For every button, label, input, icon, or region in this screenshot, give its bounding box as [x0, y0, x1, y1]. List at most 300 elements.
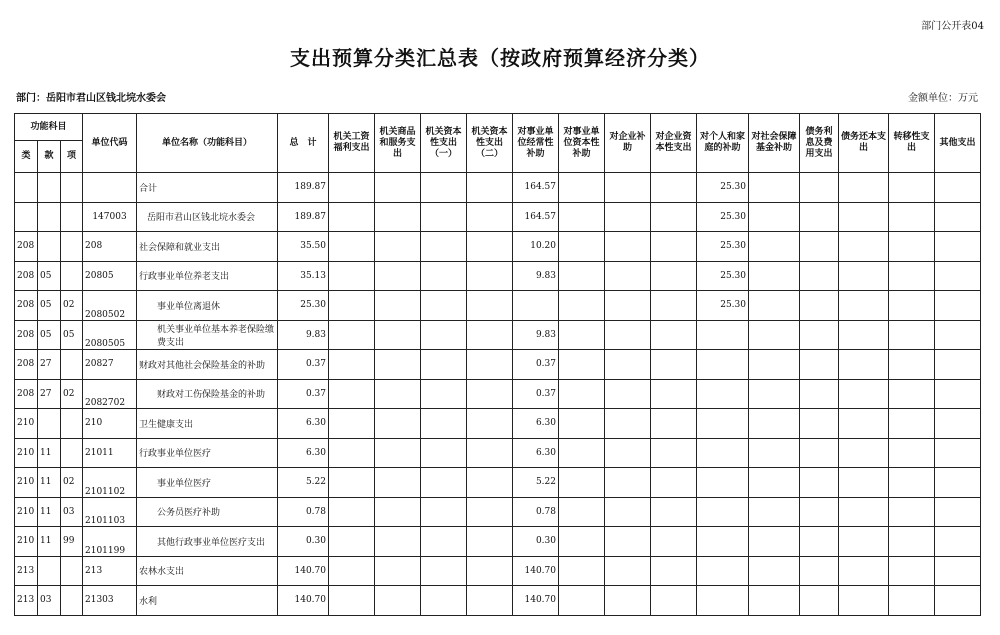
cell-c4	[467, 556, 513, 586]
cell-total: 35.13	[278, 261, 329, 291]
cell-c11	[800, 232, 839, 262]
cell-lei: 208	[15, 232, 38, 262]
cell-kuan	[38, 202, 61, 232]
cell-xiang: 99	[61, 527, 83, 557]
cell-c3	[421, 202, 467, 232]
cell-c11	[800, 468, 839, 498]
cell-unit-code: 2082702	[83, 379, 137, 409]
cell-total: 0.78	[278, 497, 329, 527]
cell-c5: 0.30	[513, 527, 559, 557]
cell-unit-code: 2080502	[83, 291, 137, 321]
header-c5: 对事业单位经常性补助	[513, 114, 559, 173]
cell-c13	[889, 556, 935, 586]
cell-c14	[935, 586, 981, 616]
cell-c7	[605, 556, 651, 586]
cell-kuan	[38, 173, 61, 203]
cell-c4	[467, 320, 513, 350]
cell-unit-code: 20805	[83, 261, 137, 291]
table-row	[15, 527, 981, 557]
cell-c6	[559, 232, 605, 262]
cell-c1	[329, 202, 375, 232]
table-row	[15, 320, 981, 350]
page-title: 支出预算分类汇总表（按政府预算经济分类）	[290, 46, 710, 70]
table-number-label: 部门公开表04	[921, 21, 984, 32]
cell-c10	[749, 320, 800, 350]
cell-c5: 10.20	[513, 232, 559, 262]
cell-c11	[800, 438, 839, 468]
cell-c10	[749, 409, 800, 439]
cell-unit-code: 2101103	[83, 497, 137, 527]
cell-c2	[375, 261, 421, 291]
cell-c10	[749, 261, 800, 291]
cell-total: 0.37	[278, 379, 329, 409]
cell-c3	[421, 586, 467, 616]
header-c2: 机关商品和服务支出	[375, 114, 421, 173]
cell-c7	[605, 586, 651, 616]
cell-c6	[559, 438, 605, 468]
cell-c14	[935, 320, 981, 350]
cell-c13	[889, 261, 935, 291]
cell-c12	[839, 173, 889, 203]
cell-lei: 213	[15, 556, 38, 586]
table-row	[15, 556, 981, 586]
cell-c4	[467, 173, 513, 203]
table-row	[15, 291, 981, 321]
header-c9: 对个人和家庭的补助	[697, 114, 749, 173]
cell-c1	[329, 379, 375, 409]
cell-c9	[697, 438, 749, 468]
cell-c4	[467, 586, 513, 616]
cell-c13	[889, 350, 935, 380]
cell-c1	[329, 320, 375, 350]
cell-total: 9.83	[278, 320, 329, 350]
cell-unit-name: 行政事业单位养老支出	[137, 261, 278, 291]
cell-lei: 210	[15, 409, 38, 439]
cell-c5: 0.37	[513, 350, 559, 380]
header-c7: 对企业补助	[605, 114, 651, 173]
cell-unit-name: 合计	[137, 173, 278, 203]
cell-c9	[697, 468, 749, 498]
cell-c5: 6.30	[513, 409, 559, 439]
cell-xiang	[61, 202, 83, 232]
table-row	[15, 261, 981, 291]
cell-kuan	[38, 409, 61, 439]
cell-lei: 208	[15, 379, 38, 409]
cell-c8	[651, 409, 697, 439]
cell-c13	[889, 291, 935, 321]
cell-lei: 208	[15, 320, 38, 350]
cell-xiang: 02	[61, 468, 83, 498]
cell-c2	[375, 527, 421, 557]
cell-c1	[329, 468, 375, 498]
cell-c10	[749, 291, 800, 321]
cell-kuan	[38, 232, 61, 262]
cell-c12	[839, 586, 889, 616]
cell-lei	[15, 202, 38, 232]
cell-c8	[651, 261, 697, 291]
cell-c2	[375, 173, 421, 203]
cell-c1	[329, 527, 375, 557]
cell-c3	[421, 527, 467, 557]
cell-unit-name: 农林水支出	[137, 556, 278, 586]
cell-c9	[697, 350, 749, 380]
cell-c7	[605, 409, 651, 439]
cell-c4	[467, 291, 513, 321]
cell-c8	[651, 291, 697, 321]
cell-c2	[375, 468, 421, 498]
cell-c12	[839, 379, 889, 409]
cell-c5: 0.78	[513, 497, 559, 527]
table-row	[15, 438, 981, 468]
cell-c9	[697, 497, 749, 527]
cell-unit-code: 2101102	[83, 468, 137, 498]
header-c8: 对企业资本性支出	[651, 114, 697, 173]
cell-xiang: 05	[61, 320, 83, 350]
cell-c8	[651, 556, 697, 586]
cell-c12	[839, 556, 889, 586]
cell-lei: 210	[15, 497, 38, 527]
header-lei: 类	[15, 141, 38, 173]
cell-xiang	[61, 173, 83, 203]
cell-unit-name: 水利	[137, 586, 278, 616]
cell-unit-code: 2101199	[83, 527, 137, 557]
cell-c10	[749, 586, 800, 616]
header-c4: 机关资本性支出（二）	[467, 114, 513, 173]
cell-c14	[935, 379, 981, 409]
cell-xiang	[61, 586, 83, 616]
cell-c12	[839, 409, 889, 439]
cell-c12	[839, 497, 889, 527]
cell-c12	[839, 202, 889, 232]
cell-c10	[749, 232, 800, 262]
cell-c14	[935, 438, 981, 468]
cell-xiang: 02	[61, 291, 83, 321]
table-row	[15, 468, 981, 498]
cell-c12	[839, 468, 889, 498]
cell-c8	[651, 202, 697, 232]
cell-total: 0.37	[278, 350, 329, 380]
cell-c3	[421, 468, 467, 498]
table-row	[15, 379, 981, 409]
cell-xiang	[61, 232, 83, 262]
cell-c2	[375, 202, 421, 232]
cell-xiang: 02	[61, 379, 83, 409]
cell-c6	[559, 468, 605, 498]
header-total: 总 计	[278, 114, 329, 173]
cell-c14	[935, 556, 981, 586]
cell-c6	[559, 379, 605, 409]
cell-c8	[651, 350, 697, 380]
cell-c8	[651, 586, 697, 616]
header-kuan: 款	[38, 141, 61, 173]
cell-c11	[800, 379, 839, 409]
cell-unit-name: 卫生健康支出	[137, 409, 278, 439]
cell-c7	[605, 527, 651, 557]
cell-c4	[467, 202, 513, 232]
cell-kuan: 27	[38, 350, 61, 380]
cell-c1	[329, 291, 375, 321]
cell-unit-name: 财政对工伤保险基金的补助	[137, 379, 278, 409]
cell-c8	[651, 320, 697, 350]
cell-c11	[800, 409, 839, 439]
cell-lei: 208	[15, 291, 38, 321]
cell-c3	[421, 173, 467, 203]
cell-total: 189.87	[278, 202, 329, 232]
cell-c1	[329, 173, 375, 203]
cell-c11	[800, 173, 839, 203]
cell-lei: 208	[15, 261, 38, 291]
cell-c2	[375, 350, 421, 380]
cell-c14	[935, 468, 981, 498]
cell-c3	[421, 409, 467, 439]
cell-c10	[749, 527, 800, 557]
cell-c8	[651, 173, 697, 203]
cell-c1	[329, 409, 375, 439]
cell-lei: 210	[15, 468, 38, 498]
header-unit-code: 单位代码	[83, 114, 137, 173]
header-c13: 转移性支出	[889, 114, 935, 173]
cell-c7	[605, 261, 651, 291]
cell-c1	[329, 261, 375, 291]
cell-c7	[605, 350, 651, 380]
cell-c10	[749, 556, 800, 586]
cell-c10	[749, 379, 800, 409]
cell-c14	[935, 497, 981, 527]
table-row	[15, 497, 981, 527]
cell-c6	[559, 497, 605, 527]
cell-kuan: 27	[38, 379, 61, 409]
cell-unit-name: 社会保障和就业支出	[137, 232, 278, 262]
cell-unit-name: 岳阳市君山区钱北垸水委会	[137, 202, 278, 232]
cell-c5: 5.22	[513, 468, 559, 498]
cell-c13	[889, 586, 935, 616]
cell-c4	[467, 527, 513, 557]
cell-c13	[889, 379, 935, 409]
cell-c9: 25.30	[697, 232, 749, 262]
cell-c1	[329, 438, 375, 468]
cell-c6	[559, 350, 605, 380]
cell-kuan: 11	[38, 497, 61, 527]
cell-c1	[329, 232, 375, 262]
cell-c3	[421, 291, 467, 321]
cell-c8	[651, 468, 697, 498]
cell-c9: 25.30	[697, 261, 749, 291]
cell-c10	[749, 202, 800, 232]
cell-c9	[697, 527, 749, 557]
cell-unit-code: 213	[83, 556, 137, 586]
cell-lei: 208	[15, 350, 38, 380]
header-c14: 其他支出	[935, 114, 981, 173]
cell-c11	[800, 556, 839, 586]
cell-kuan: 05	[38, 291, 61, 321]
cell-unit-name: 事业单位离退休	[137, 291, 278, 321]
cell-c14	[935, 409, 981, 439]
cell-c8	[651, 438, 697, 468]
header-c11: 债务利息及费用支出	[800, 114, 839, 173]
cell-c13	[889, 320, 935, 350]
cell-c8	[651, 527, 697, 557]
cell-c9	[697, 556, 749, 586]
cell-c5: 164.57	[513, 202, 559, 232]
cell-c10	[749, 173, 800, 203]
cell-c1	[329, 497, 375, 527]
cell-unit-code: 20827	[83, 350, 137, 380]
cell-c2	[375, 438, 421, 468]
cell-c5: 9.83	[513, 261, 559, 291]
cell-c9	[697, 409, 749, 439]
cell-total: 140.70	[278, 556, 329, 586]
header-c10: 对社会保障基金补助	[749, 114, 800, 173]
cell-total: 35.50	[278, 232, 329, 262]
cell-kuan: 11	[38, 527, 61, 557]
cell-c10	[749, 438, 800, 468]
cell-c3	[421, 350, 467, 380]
cell-c3	[421, 497, 467, 527]
cell-unit-code: 21303	[83, 586, 137, 616]
cell-xiang	[61, 556, 83, 586]
cell-lei: 213	[15, 586, 38, 616]
cell-c4	[467, 497, 513, 527]
cell-c7	[605, 232, 651, 262]
cell-c11	[800, 350, 839, 380]
cell-c9	[697, 320, 749, 350]
cell-c10	[749, 468, 800, 498]
cell-c3	[421, 320, 467, 350]
cell-unit-code: 21011	[83, 438, 137, 468]
cell-c14	[935, 350, 981, 380]
cell-c9: 25.30	[697, 202, 749, 232]
table-row	[15, 586, 981, 616]
cell-c3	[421, 261, 467, 291]
cell-c13	[889, 438, 935, 468]
cell-c6	[559, 527, 605, 557]
cell-unit-name: 财政对其他社会保险基金的补助	[137, 350, 278, 380]
cell-c5: 0.37	[513, 379, 559, 409]
cell-c11	[800, 291, 839, 321]
cell-c1	[329, 350, 375, 380]
cell-unit-code: 2080505	[83, 320, 137, 350]
header-c12: 债务还本支出	[839, 114, 889, 173]
header-unit-name: 单位名称（功能科目）	[137, 114, 278, 173]
cell-c3	[421, 556, 467, 586]
cell-unit-code: 208	[83, 232, 137, 262]
cell-c10	[749, 350, 800, 380]
cell-c2	[375, 291, 421, 321]
cell-unit-name: 事业单位医疗	[137, 468, 278, 498]
cell-c11	[800, 586, 839, 616]
department-label: 部门：岳阳市君山区钱北垸水委会	[16, 93, 166, 104]
table-row	[15, 409, 981, 439]
cell-c11	[800, 202, 839, 232]
cell-c4	[467, 438, 513, 468]
header-c1: 机关工资福利支出	[329, 114, 375, 173]
cell-c2	[375, 409, 421, 439]
header-c6: 对事业单位资本性补助	[559, 114, 605, 173]
cell-c4	[467, 409, 513, 439]
cell-c2	[375, 379, 421, 409]
cell-c13	[889, 468, 935, 498]
cell-c5: 9.83	[513, 320, 559, 350]
cell-c6	[559, 320, 605, 350]
cell-c13	[889, 409, 935, 439]
cell-c12	[839, 291, 889, 321]
cell-c9: 25.30	[697, 173, 749, 203]
cell-c2	[375, 497, 421, 527]
cell-lei: 210	[15, 527, 38, 557]
cell-unit-code	[83, 173, 137, 203]
cell-c12	[839, 438, 889, 468]
cell-c7	[605, 173, 651, 203]
cell-c6	[559, 261, 605, 291]
header-c3: 机关资本性支出（一）	[421, 114, 467, 173]
cell-c4	[467, 468, 513, 498]
cell-c7	[605, 320, 651, 350]
cell-c8	[651, 232, 697, 262]
cell-total: 140.70	[278, 586, 329, 616]
cell-c13	[889, 173, 935, 203]
cell-kuan: 11	[38, 468, 61, 498]
cell-xiang	[61, 350, 83, 380]
cell-c7	[605, 291, 651, 321]
cell-xiang	[61, 438, 83, 468]
cell-c7	[605, 497, 651, 527]
cell-total: 189.87	[278, 173, 329, 203]
cell-c4	[467, 350, 513, 380]
cell-c6	[559, 173, 605, 203]
cell-c5: 140.70	[513, 586, 559, 616]
cell-xiang	[61, 261, 83, 291]
cell-unit-name: 机关事业单位基本养老保险缴费支出	[137, 320, 278, 350]
cell-c13	[889, 202, 935, 232]
cell-c12	[839, 527, 889, 557]
cell-c11	[800, 261, 839, 291]
cell-c4	[467, 379, 513, 409]
cell-lei: 210	[15, 438, 38, 468]
cell-c13	[889, 497, 935, 527]
cell-unit-code: 147003	[83, 202, 137, 232]
cell-c2	[375, 586, 421, 616]
cell-total: 5.22	[278, 468, 329, 498]
cell-c14	[935, 232, 981, 262]
cell-c9: 25.30	[697, 291, 749, 321]
header-xiang: 项	[61, 141, 83, 173]
cell-c13	[889, 527, 935, 557]
cell-kuan: 03	[38, 586, 61, 616]
cell-c6	[559, 556, 605, 586]
cell-c9	[697, 586, 749, 616]
cell-c7	[605, 438, 651, 468]
table-row	[15, 232, 981, 262]
cell-c9	[697, 379, 749, 409]
cell-xiang	[61, 409, 83, 439]
table-body	[15, 173, 981, 616]
cell-c5: 140.70	[513, 556, 559, 586]
cell-kuan: 11	[38, 438, 61, 468]
cell-c3	[421, 379, 467, 409]
cell-c14	[935, 527, 981, 557]
cell-c4	[467, 232, 513, 262]
cell-kuan: 05	[38, 320, 61, 350]
cell-unit-name: 行政事业单位医疗	[137, 438, 278, 468]
cell-c12	[839, 320, 889, 350]
table-row	[15, 350, 981, 380]
cell-c11	[800, 320, 839, 350]
cell-kuan	[38, 556, 61, 586]
cell-c14	[935, 202, 981, 232]
cell-c1	[329, 586, 375, 616]
cell-unit-code: 210	[83, 409, 137, 439]
cell-c6	[559, 409, 605, 439]
